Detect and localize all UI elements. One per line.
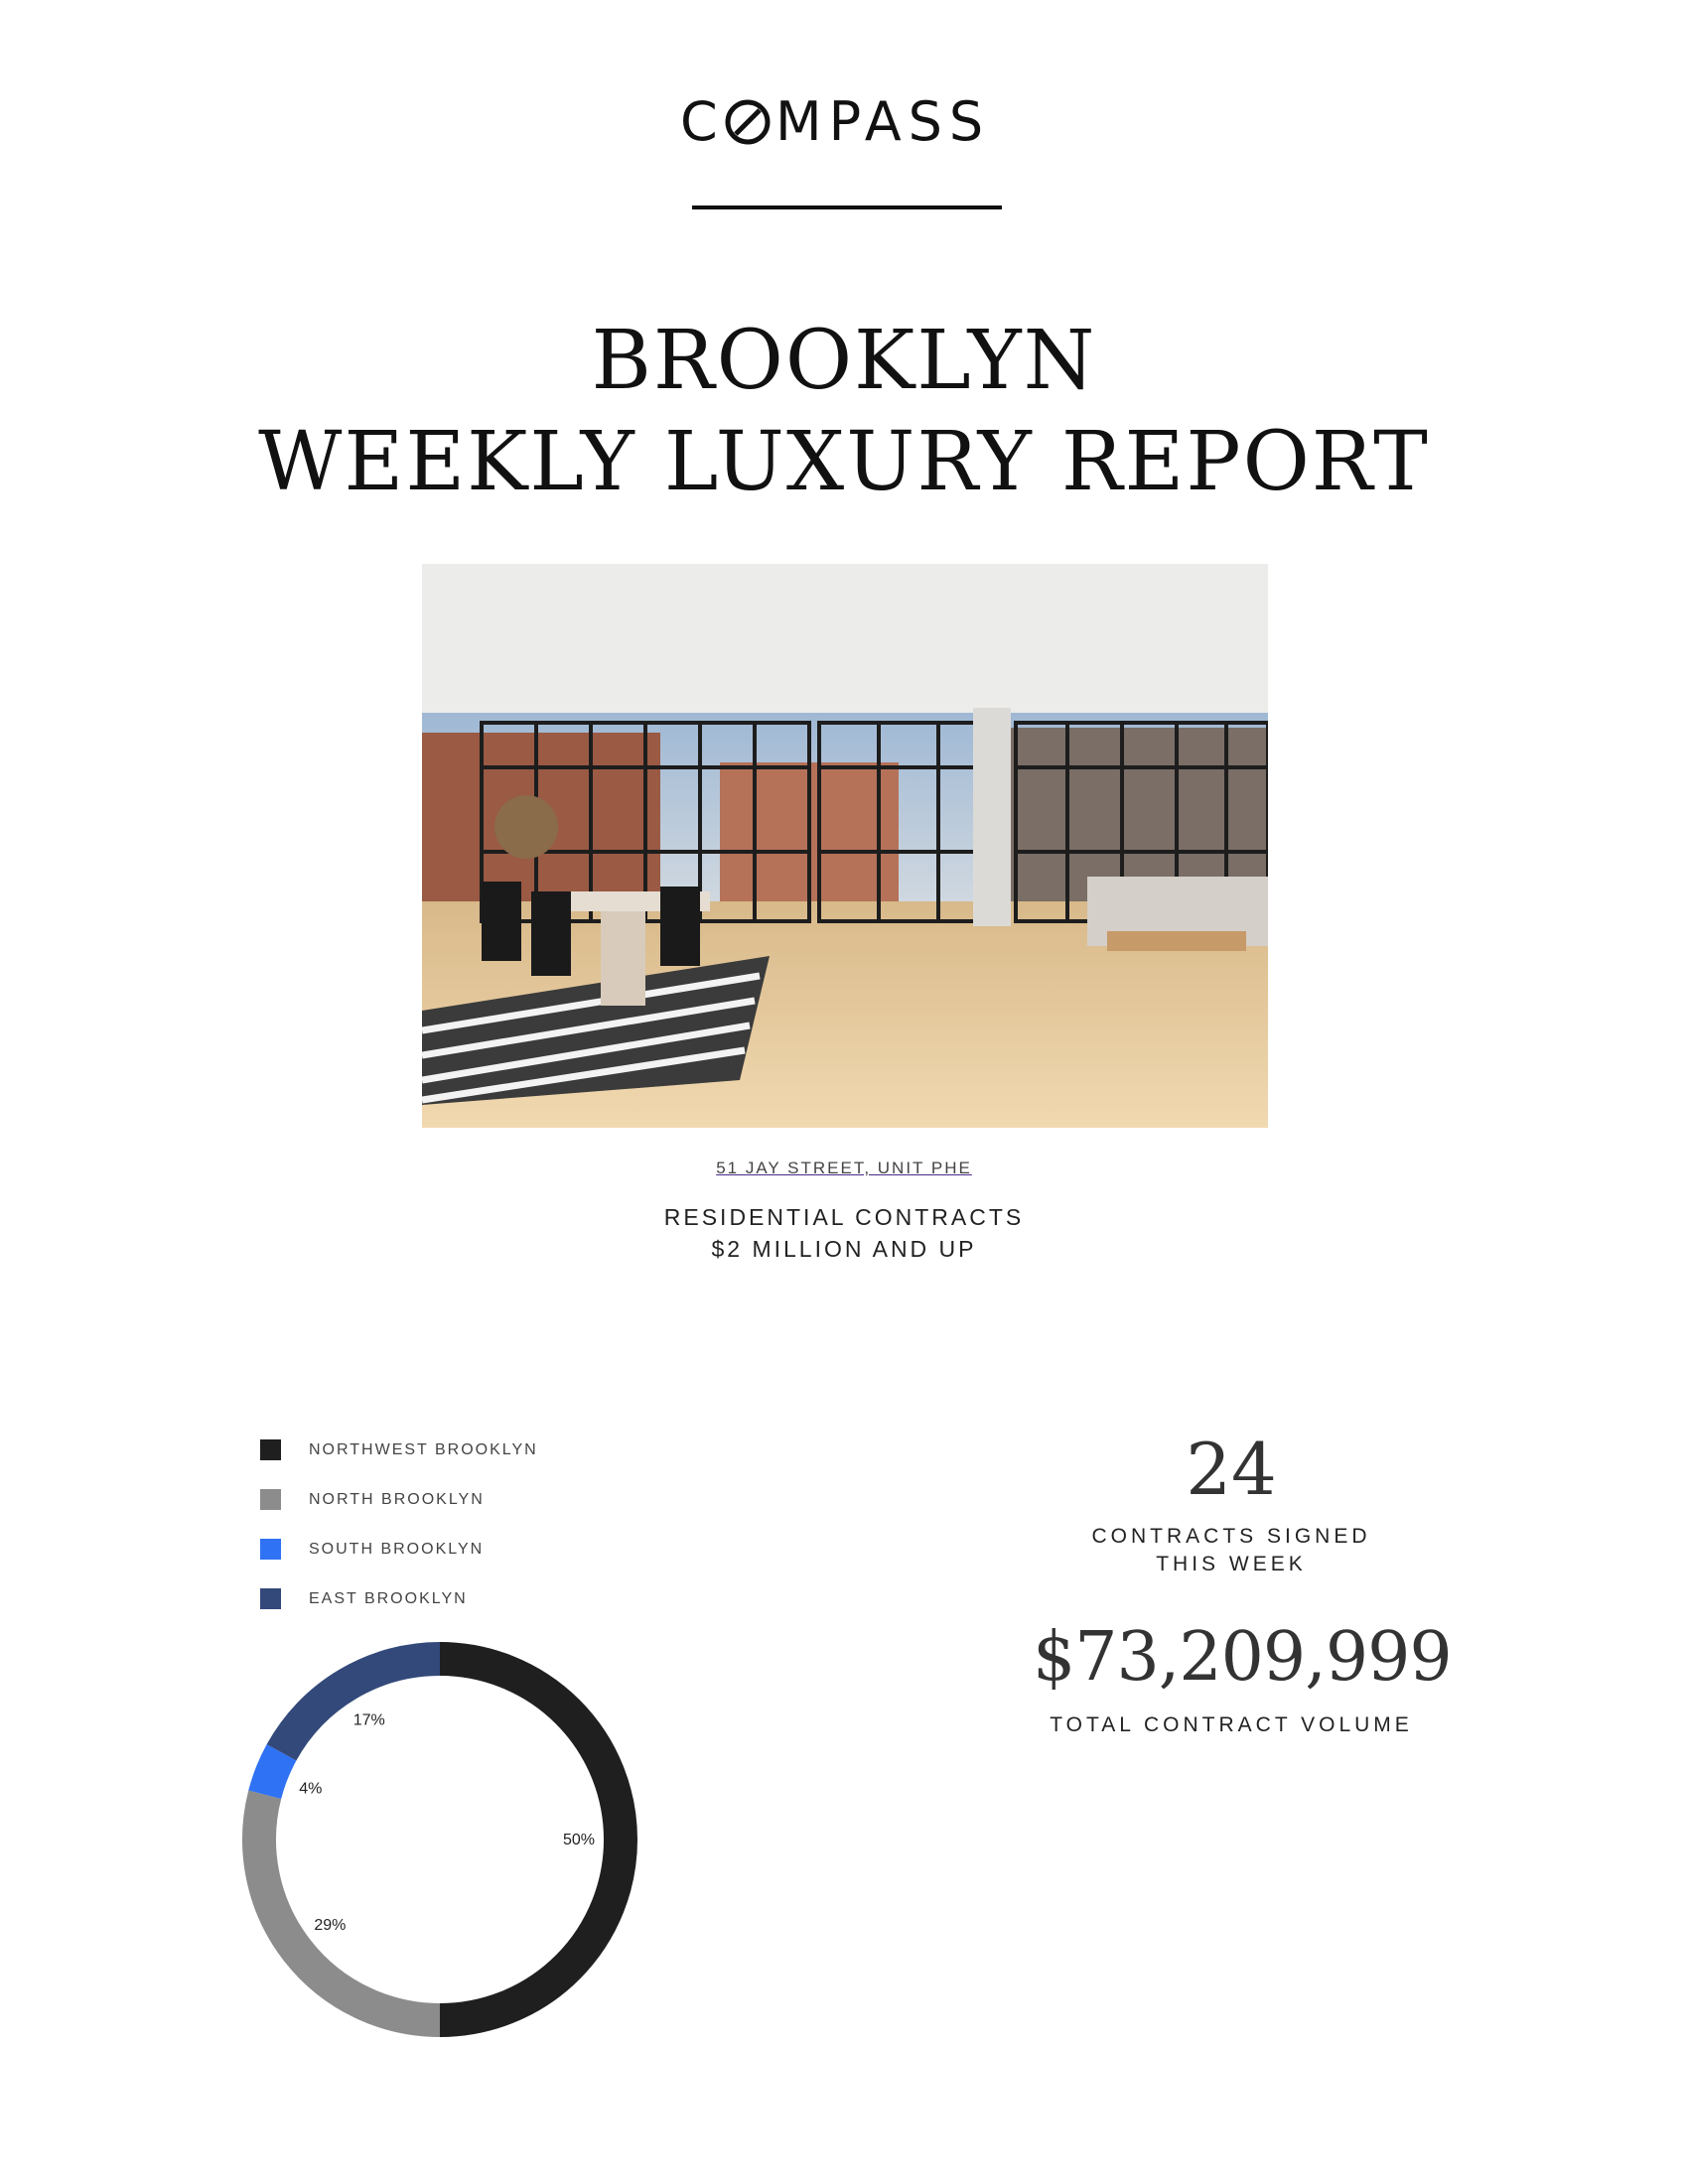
logo-letters-mpass: MPASS: [775, 92, 991, 152]
contracts-signed-value: 24: [1186, 1428, 1277, 1511]
legend-item-north: [260, 1489, 485, 1510]
legend-swatch-east: [260, 1588, 281, 1609]
compass-logo-mark: [680, 92, 1008, 152]
listing-photo: [422, 564, 1268, 1128]
legend-item-south: [260, 1539, 484, 1560]
region-donut-chart: [236, 1636, 643, 2043]
contracts-signed-label-line2: THIS WEEK: [1156, 1553, 1307, 1575]
header-divider: [692, 205, 1002, 209]
logo-letter-c: C: [680, 92, 725, 152]
legend-label-north: NORTH BROOKLYN: [309, 1490, 485, 1508]
legend-label-northwest: NORTHWEST BROOKLYN: [309, 1440, 538, 1458]
total-volume-value: $73,209,999: [1033, 1618, 1452, 1697]
donut-label-northwest: 50%: [562, 1832, 596, 1848]
photo-caption[interactable]: [0, 1159, 1688, 1178]
photo-caption-link[interactable]: 51 JAY STREET, UNIT PHE: [716, 1159, 972, 1177]
total-volume-label: TOTAL CONTRACT VOLUME: [1050, 1713, 1413, 1736]
donut-slice-east: [282, 1659, 440, 1752]
compass-logo: [0, 87, 1688, 157]
report-title-line1: BROOKLYN: [591, 314, 1097, 408]
donut-label-north: 29%: [314, 1916, 347, 1934]
legend-label-east: EAST BROOKLYN: [309, 1589, 468, 1607]
donut-label-south: 4%: [299, 1780, 323, 1798]
logo-o-slash: [736, 110, 760, 134]
report-title-line2: WEEKLY LUXURY REPORT: [258, 415, 1430, 509]
donut-slice-south: [265, 1752, 282, 1794]
legend-item-east: [260, 1588, 468, 1609]
legend-item-northwest: [260, 1439, 538, 1460]
report-subtitle-line1: RESIDENTIAL CONTRACTS: [663, 1204, 1025, 1230]
legend-swatch-north: [260, 1489, 281, 1510]
contracts-signed-label-line1: CONTRACTS SIGNED: [1091, 1525, 1371, 1548]
donut-label-east: 17%: [352, 1711, 385, 1729]
legend-swatch-northwest: [260, 1439, 281, 1460]
donut-slice-north: [259, 1795, 440, 2020]
legend-swatch-south: [260, 1539, 281, 1560]
report-subtitle-line2: $2 MILLION AND UP: [711, 1236, 977, 1262]
legend-label-south: SOUTH BROOKLYN: [309, 1540, 485, 1558]
